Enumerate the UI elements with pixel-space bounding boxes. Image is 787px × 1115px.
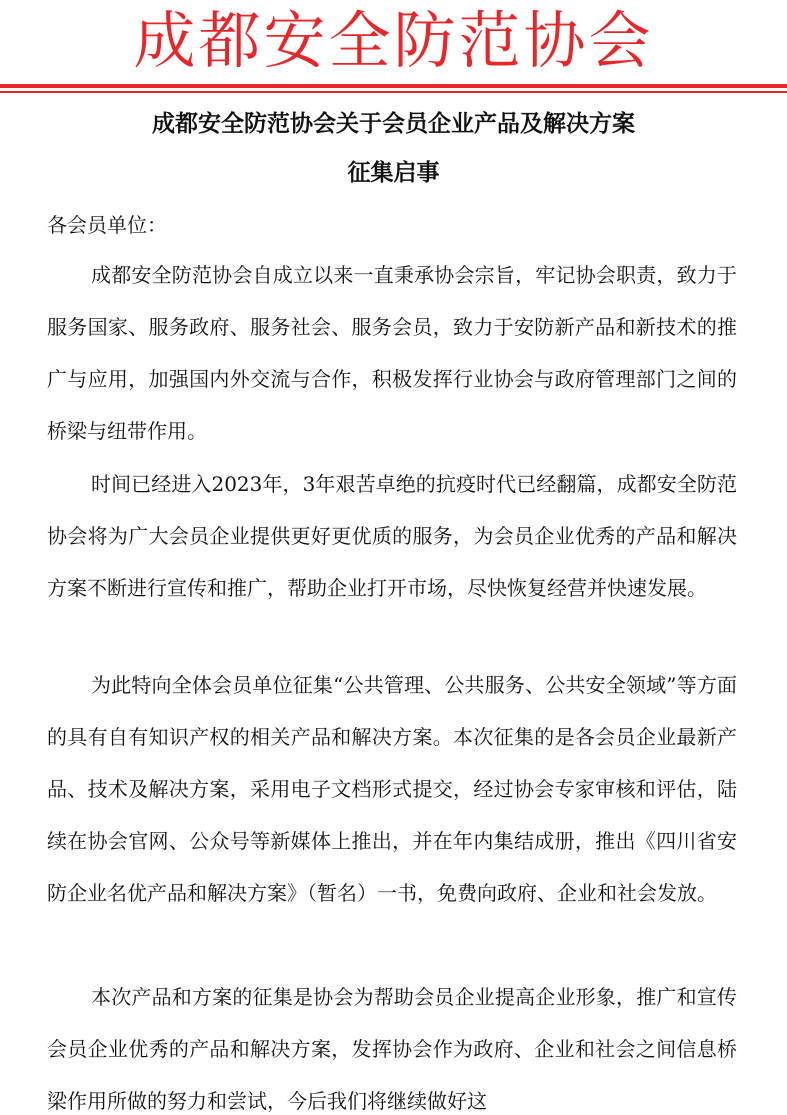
body-paragraph: 本次产品和方案的征集是协会为帮助会员企业提高企业形象，推广和宣传会员企业优秀的产品和解决方案，发挥协会作为政府、企业和社会之间信息桥梁作用所做的努力和尝试，今后我们将继续做好这 bbox=[47, 985, 737, 1113]
body-paragraph: 时间已经进入2023年，3年艰苦卓绝的抗疫时代已经翻篇，成都安全防范协会将为广大会员企业提供更好更优质的服务，为会员企业优秀的产品和解决方案不断进行宣传和推广，帮助企业打开市场，尽快恢复经营并快速发展。 bbox=[47, 472, 737, 600]
salutation: 各会员单位： bbox=[47, 213, 167, 237]
body-paragraph: 为此特向全体会员单位征集“公共管理、公共服务、公共安全领域”等方面的具有自有知识产权的相关产品和解决方案。本次征集的是各会员企业最新产品、技术及解决方案，采用电子文档形式提交，经过协会专家审核和评估，陆续在协会官网、公众号等新媒体上推出，并在年内集结成册，推出《四川省安防企业名优产品和解决方案》（暂名）一书，免费向政府、企业和社会发放。 bbox=[47, 673, 737, 905]
document-title: 成都安全防范协会关于会员企业产品及解决方案 bbox=[152, 111, 635, 137]
letterhead-rule-thin bbox=[0, 91, 787, 93]
body-paragraph: 成都安全防范协会自成立以来一直秉承协会宗旨，牢记协会职责，致力于服务国家、服务政府、服务社会、服务会员，致力于安防新产品和新技术的推广与应用，加强国内外交流与合作，积极发挥行业协会与政府管理部门之间的桥梁与纽带作用。 bbox=[47, 263, 737, 443]
letterhead bbox=[0, 0, 787, 80]
letterhead-organization-name: 成都安全防范协会 bbox=[133, 4, 654, 77]
document-subtitle: 征集启事 bbox=[347, 160, 440, 186]
letterhead-rule-thick bbox=[0, 84, 787, 88]
